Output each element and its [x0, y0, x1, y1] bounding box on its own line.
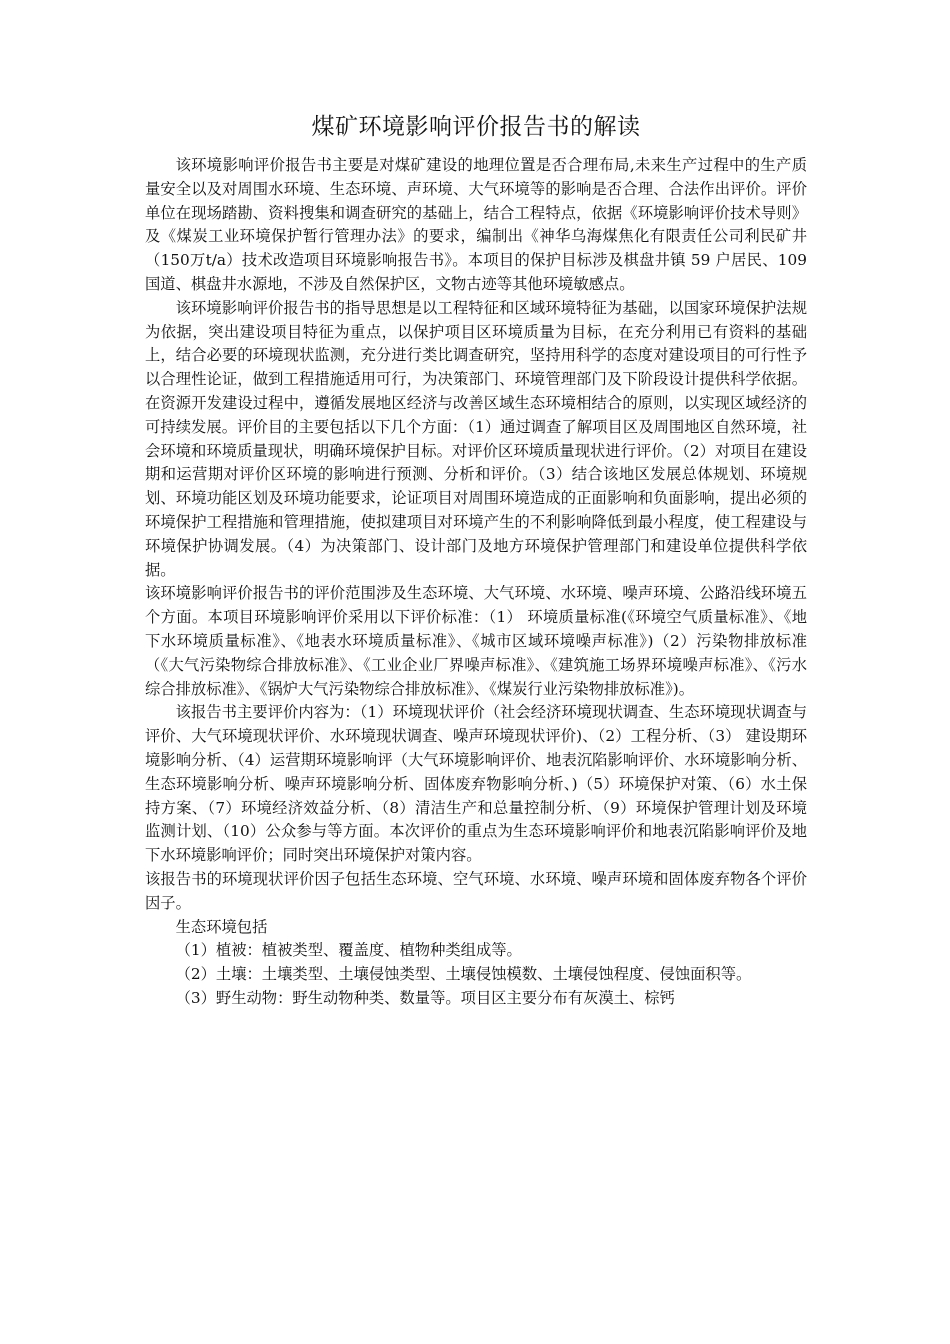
document-title: 煤矿环境影响评价报告书的解读 [311, 114, 641, 140]
list-item-vegetation: （1）植被：植被类型、覆盖度、植物种类组成等。 [175, 941, 522, 960]
paragraph-ecology-heading: 生态环境包括 [175, 917, 268, 936]
paragraph-scope-standards: 该环境影响评价报告书的评价范围涉及生态环境、大气环境、水环境、噪声环境、公路沿线环境五个方面。本项目环境影响评价采用以下评价标准：（1） 环境质量标准(《环境空气质量标准》、《地下水环境质量标准》、《地表水环境质量标准》、《城市区域环境噪声标准》)（2）污染物排放标准（《大气污染物综合排放标准》、《工业企业厂界噪声标准》、《建筑施工场界环境噪声标准》、《污水综合排放标准》、《锅炉大气污染物综合排放标准》、《煤炭行业污染物排放标准》)。 [145, 584, 807, 698]
document-body [145, 112, 807, 1011]
paragraph-guiding-ideas: 该环境影响评价报告书的指导思想是以工程特征和区域环境特征为基础，以国家环境保护法规为依据，突出建设项目特征为重点，以保护项目区环境质量为目标，在充分利用已有资料的基础上，结合必要的环境现状监测，充分进行类比调查研究，坚持用科学的态度对建设项目的可行性予以合理性论证，做到工程措施适用可行，为决策部门、环境管理部门及下阶段设计提供科学依据。在资源开发建设过程中，遵循发展地区经济与改善区域生态环境相结合的原则，以实现区域经济的可持续发展。评价目的主要包括以下几个方面：（1）通过调查了解项目区及周围地区自然环境，社会环境和环境质量现状，明确环境保护目标。对评价区环境质量现状进行评价。（2）对项目在建设期和运营期对评价区环境的影响进行预测、分析和评价。（3）结合该地区发展总体规划、环境规划、环境功能区划及环境功能要求，论证项目对周围环境造成的正面影响和负面影响，提出必须的环境保护工程措施和管理措施，使拟建项目对环境产生的不利影响降低到最小程度，使工程建设与环境保护协调发展。（4）为决策部门、设计部门及地方环境保护管理部门和建设单位提供科学依据。 [145, 298, 807, 579]
list-item-wildlife: （3）野生动物：野生动物种类、数量等。项目区主要分布有灰漠土、棕钙 [175, 988, 675, 1007]
paragraph-overview: 该环境影响评价报告书主要是对煤矿建设的地理位置是否合理布局,未来生产过程中的生产质量安全以及对周围水环境、生态环境、声环境、大气环境等的影响是否合理、合法作出评价。评价单位在现场踏勘、资料搜集和调查研究的基础上，结合工程特点，依据《环境影响评价技术导则》及《煤炭工业环境保护暂行管理办法》的要求，编制出《神华乌海煤焦化有限责任公司利民矿井（150万t/a）技术改造项目环境影响报告书》。本项目的保护目标涉及棋盘井镇 59 户居民、109国道、棋盘井水源地，不涉及自然保护区，文物古迹等其他环境敏感点。 [145, 156, 807, 293]
paragraph-main-content: 该报告书主要评价内容为：（1）环境现状评价（社会经济环境现状调查、生态环境现状调查与评价、大气环境现状评价、水环境现状调查、噪声环境现状评价)、（2）工程分析、（3） 建设期环境影响分析、（4）运营期环境影响评（大气环境影响评价、地表沉陷影响评价、水环境影响分析、生态环境影响分析、噪声环境影响分析、固体废弃物影响分析、)（5）环境保护对策、（6）水土保持方案、（7）环境经济效益分析、（8）清洁生产和总量控制分析、（9）环境保护管理计划及环境监测计划、（10）公众参与等方面。本次评价的重点为生态环境影响评价和地表沉陷影响评价及地下水环境影响评价；同时突出环境保护对策内容。 [145, 703, 807, 865]
paragraph-evaluation-factors: 该报告书的环境现状评价因子包括生态环境、空气环境、水环境、噪声环境和固体废弃物各个评价因子。 [145, 869, 807, 912]
list-item-soil: （2）土壤：土壤类型、土壤侵蚀类型、土壤侵蚀模数、土壤侵蚀程度、侵蚀面积等。 [175, 965, 752, 984]
